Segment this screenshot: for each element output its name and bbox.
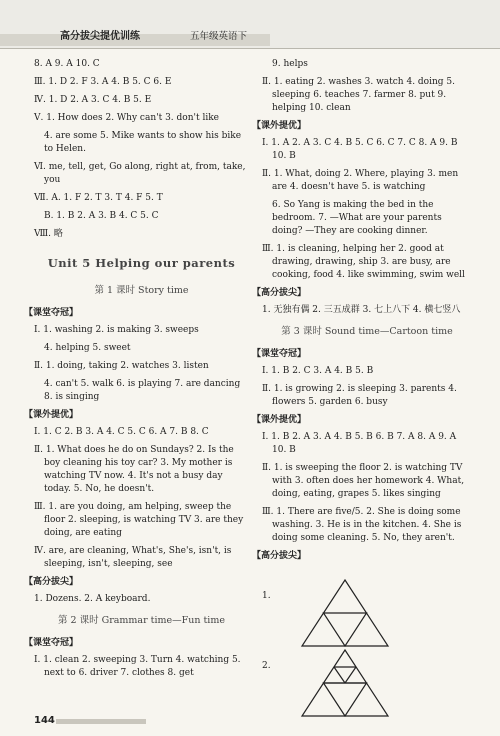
answer-line: 8. A 9. A 10. C [34,59,100,69]
answer-line: Ⅱ. 1. doing, taking 2. watches 3. listen [34,361,209,371]
lesson-title: 第 2 课时 Grammar time—Fun time [58,615,225,626]
answer-line: 1. Dozens. 2. A keyboard. [34,594,151,604]
answer-line: Ⅴ. 1. How does 2. Why can't 3. don't like [34,113,219,123]
answer-line: 6. So Yang is making the bed in the bedroom. 7. —What are your parents doing? —They are cooking dinner. [272,200,442,236]
answer-line: Ⅱ. 1. What does he do on Sundays? 2. Is the boy cleaning his toy car? 3. My mother is watching TV now. 4. It's not a busy day today. 5. No, he doesn't. [34,445,234,494]
answer-line: Ⅰ. 1. clean 2. sweeping 3. Turn 4. watching 5. next to 6. driver 7. clothes 8. get [34,655,241,678]
answer-line: 1. 无独有偶 2. 三五成群 3. 七上八下 4. 横七竖八 [262,305,461,315]
answer-line: Ⅱ. 1. is sweeping the floor 2. is watching TV with 3. often does her homework 4. What, doing, eating, grapes 5. likes singing [262,463,465,499]
answer-line: 4. can't 5. walk 6. is playing 7. are dancing 8. is singing [44,379,241,402]
page-number: 144 [34,715,55,726]
answer-line: 4. helping 5. sweet [44,343,131,353]
answer-line: Ⅲ. 1. D 2. F 3. A 4. B 5. C 6. E [34,77,172,87]
section-heading: 【高分拔尖】 [252,288,307,298]
figure-label: 1. [262,591,271,601]
lesson-title: 第 1 课时 Story time [94,285,189,296]
left-top-answers [34,58,249,241]
answer-line: Ⅲ. 1. There are five/5. 2. She is doing some washing. 3. He is in the kitchen. 4. She is doing some cleaning. 5. No, they aren't. [262,507,462,543]
answer-line: Ⅵ. me, tell, get, Go along, right at, from, take, you [34,162,246,185]
answer-line: Ⅲ. 1. are you doing, am helping, sweep the floor 2. sleeping, is watching TV 3. are they doing, are eating [34,502,244,538]
figure-label: 2. [262,661,271,671]
section-heading: 【高分拔尖】 [24,577,79,587]
section-heading: 【高分拔尖】 [252,551,307,561]
section-heading: 【课堂夺冠】 [24,638,79,648]
answer-line: Ⅷ. 略 [34,229,63,239]
triangle-figure-1 [300,578,390,648]
right-column [252,58,472,567]
triangle-figure-2 [300,648,390,718]
book-grade: 五年级英语下 [190,31,248,42]
answer-line: Ⅲ. 1. is cleaning, helping her 2. good at drawing, drawing, ship 3. are busy, are cooking, food 4. like swimming, swim well [262,244,465,280]
answer-line: Ⅰ. 1. washing 2. is making 3. sweeps [34,325,199,335]
answer-line: Ⅱ. 1. What, doing 2. Where, playing 3. men are 4. doesn't have 5. is watching [262,169,459,192]
lesson-title: 第 3 课时 Sound time—Cartoon time [281,326,453,337]
section-heading: 【课外提优】 [252,121,307,131]
answer-line: Ⅰ. 1. C 2. B 3. A 4. C 5. C 6. A 7. B 8. C [34,427,209,437]
section-heading: 【课外提优】 [24,410,79,420]
page-header [0,0,500,49]
answer-line: Ⅳ. are, are cleaning, What's, She's, isn't, is sleeping, isn't, sleeping, see [34,546,232,569]
footer-bar [56,719,146,724]
answer-line: Ⅱ. 1. eating 2. washes 3. watch 4. doing 5. sleeping 6. teaches 7. farmer 8. put 9. helping 10. clean [262,77,455,113]
answer-line: 9. helps [272,59,308,69]
answer-line: Ⅰ. 1. B 2. C 3. A 4. B 5. B [262,366,374,376]
left-column [24,58,249,685]
section-heading: 【课堂夺冠】 [24,308,79,318]
unit-title: Unit 5 Helping our parents [47,256,236,270]
answer-line: B. 1. B 2. A 3. B 4. C 5. C [44,211,159,221]
section-heading: 【课堂夺冠】 [252,349,307,359]
answer-line: Ⅰ. 1. B 2. A 3. A 4. B 5. B 6. B 7. A 8. A 9. A 10. B [262,432,457,455]
answer-line: Ⅰ. 1. A 2. A 3. C 4. B 5. C 6. C 7. C 8. A 9. B 10. B [262,138,458,161]
book-title: 高分拔尖提优训练 [60,31,140,42]
answer-line: 4. are some 5. Mike wants to show his bike to Helen. [44,131,242,154]
answer-line: Ⅳ. 1. D 2. A 3. C 4. B 5. E [34,95,152,105]
section-heading: 【课外提优】 [252,415,307,425]
answer-line: Ⅶ. A. 1. F 2. T 3. T 4. F 5. T [34,193,163,203]
answer-line: Ⅱ. 1. is growing 2. is sleeping 3. parents 4. flowers 5. garden 6. busy [262,384,457,407]
